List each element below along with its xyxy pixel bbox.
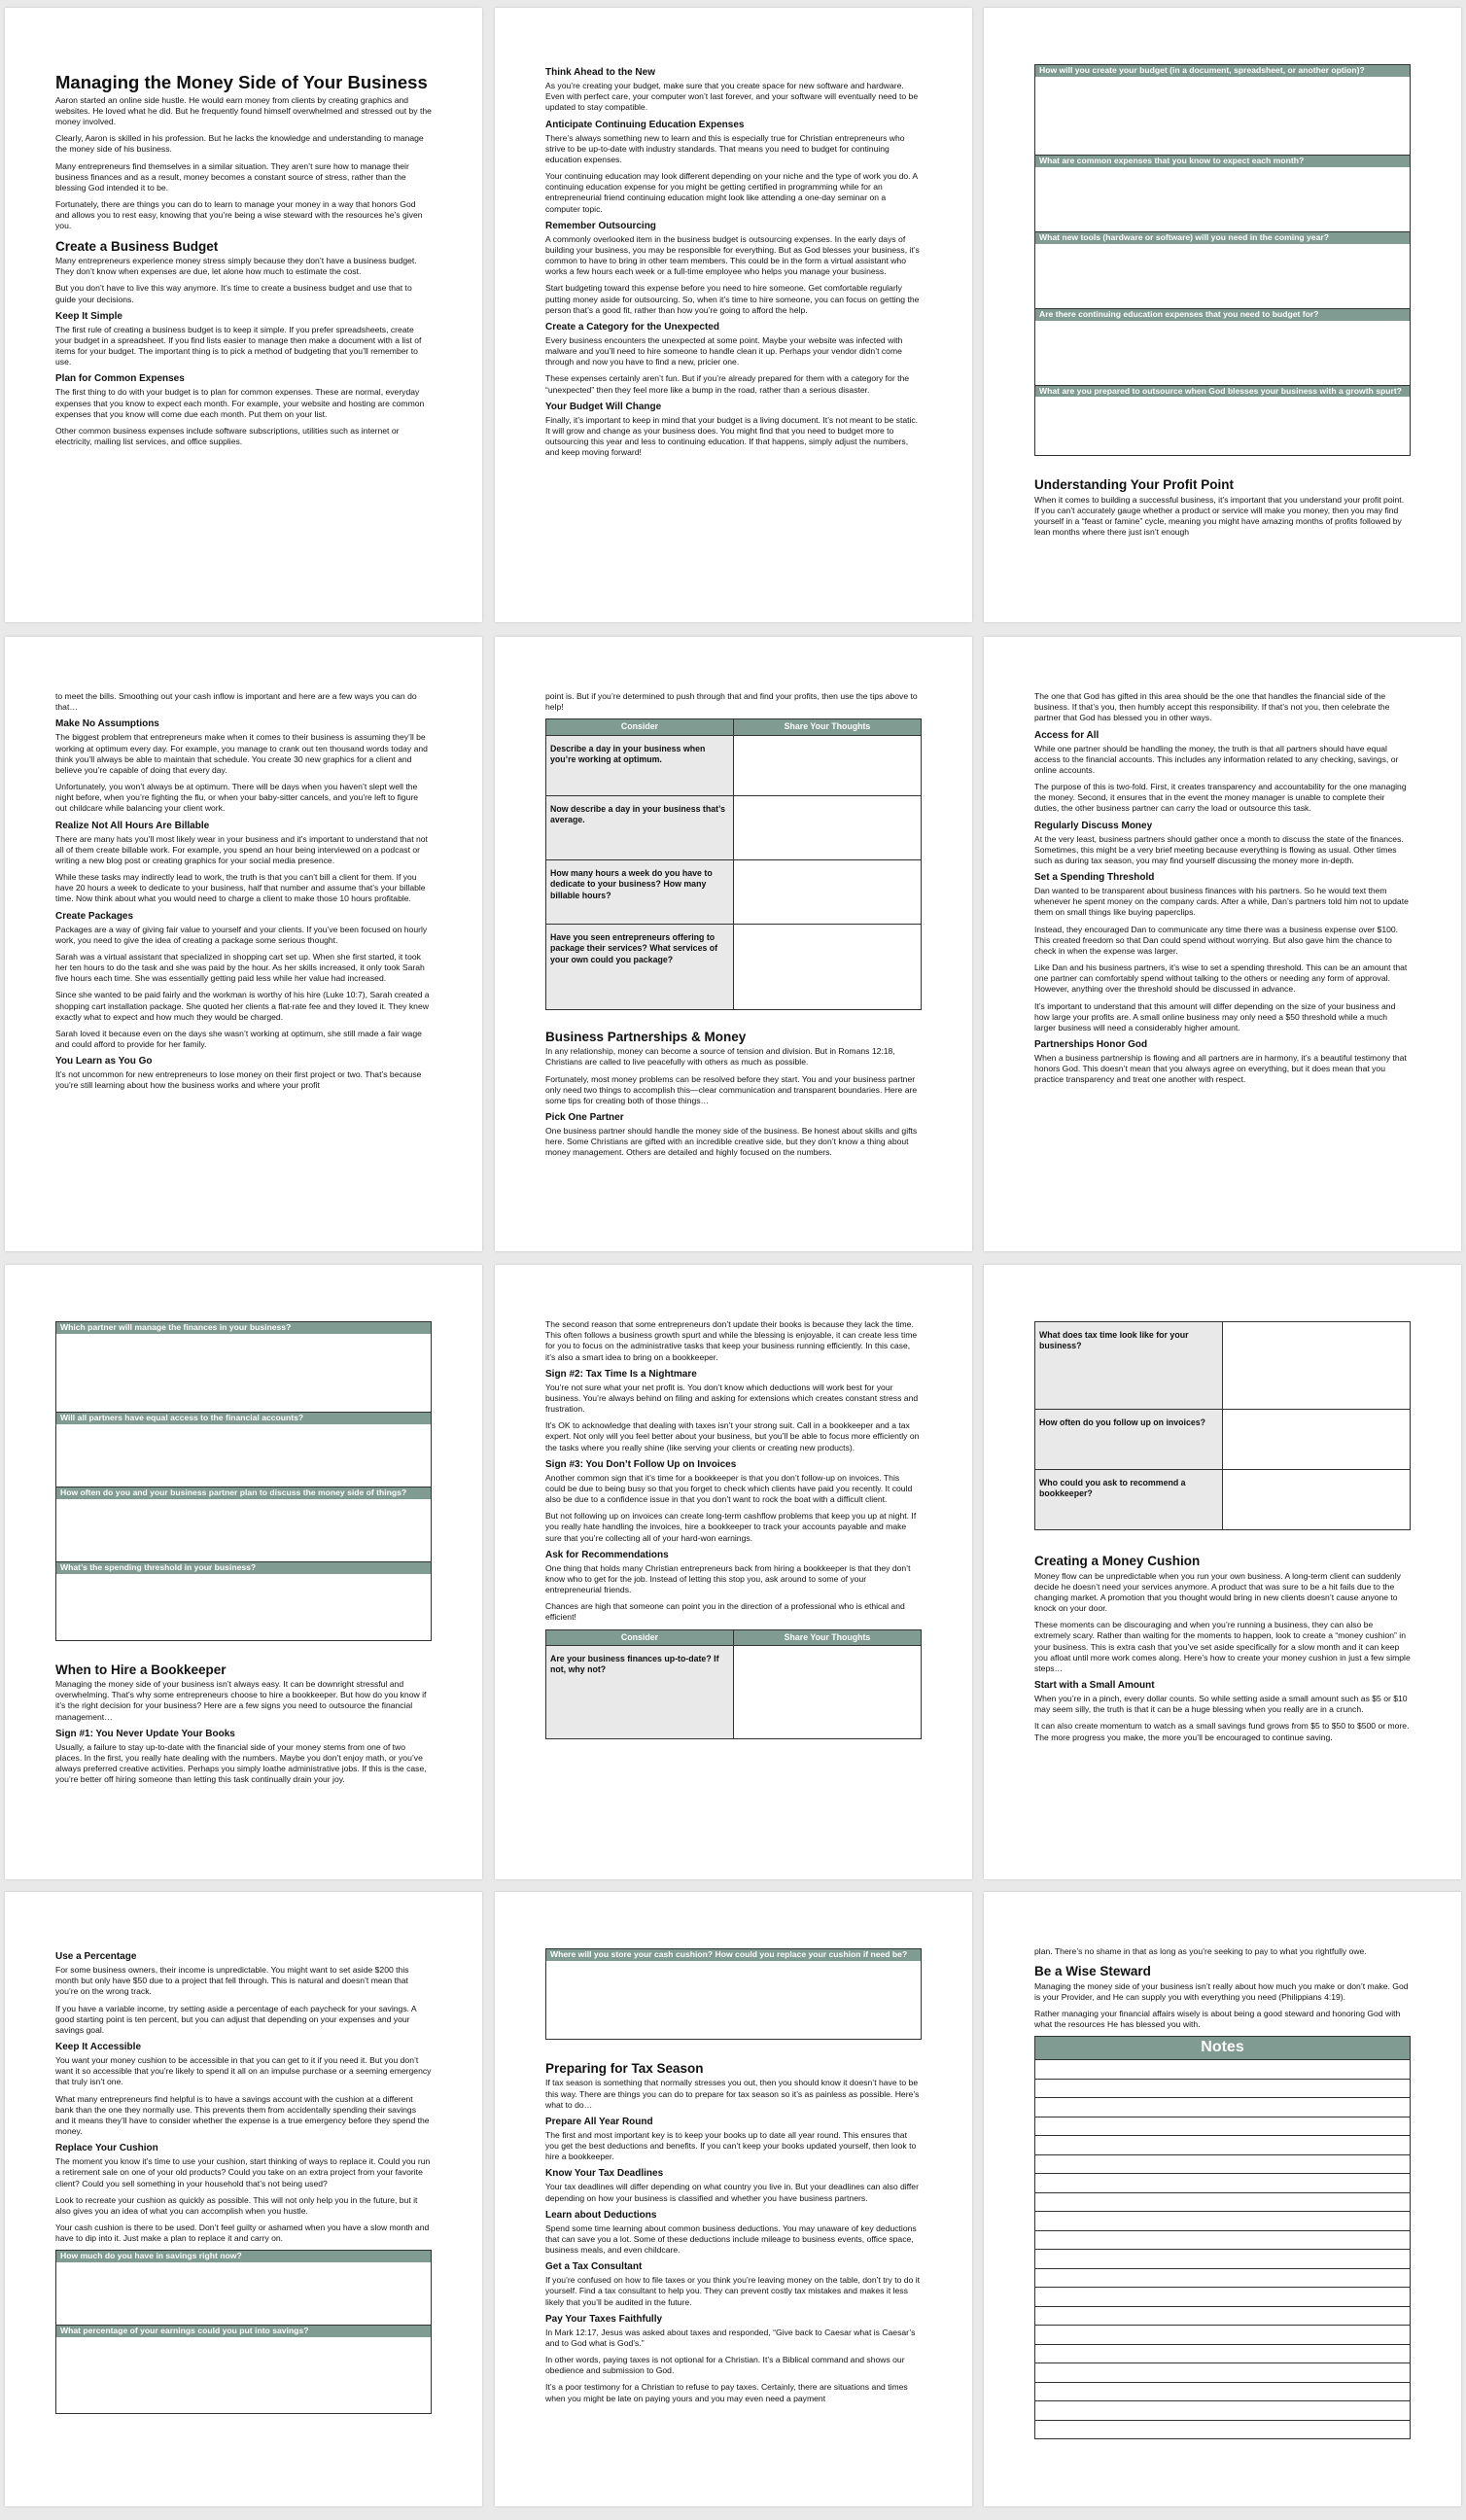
note-line[interactable] xyxy=(1035,2173,1410,2192)
note-line[interactable] xyxy=(1035,2059,1410,2079)
paragraph: One thing that holds many Christian entrepreneurs back from hiring a bookkeeper is that they don’t know who to get for the job. Instead of letting this stop you, ask around to some of your entrepreneurial friends. xyxy=(545,1562,911,1595)
paragraph: The biggest problem that entrepreneurs make when it comes to their business is assuming they’ll be working at optimum every day. For example, you manage to crank out ten thousand words today and think you’ll always be able to maintain that schedule. You create 30 new graphics for a client and believe you’re capable of doing that every day. xyxy=(55,732,428,775)
paragraph: When you’re in a pinch, every dollar counts. So while setting aside a small amount such as $5 or $10 may seem silly, the truth is that it can be a huge blessing when you really are in a crunch. xyxy=(1034,1694,1408,1715)
paragraph: When a business partnership is flowing and all partners are in harmony, it’s a beautiful testimony that honors God. This doesn’t mean that you always agree on everything, but it does mean that you practice transparency and treat one another with respect. xyxy=(1034,1053,1407,1085)
paragraph: If tax season is something that normally stresses you out, then you should know it doesn’t have to be this way. There are things you can do to prepare for tax season so it’s as painless as possible. Here’s what to do… xyxy=(545,2078,920,2110)
table-header: Share Your Thoughts xyxy=(734,1629,922,1645)
paragraph: Unfortunately, you won’t always be at optimum. There will be days when you haven’t slept well the night before, when you’re fighting the flu, or when your baby-sitter cancels, and you’re left to figure out childcare while balancing your client work. xyxy=(55,782,419,814)
page-6 xyxy=(984,637,1461,1251)
paragraph: Your continuing education may look different depending on your niche and the type of work you do. A continuing education expense for you might be getting certified in programming while for an entrepreneurial friend continuing education might look like attending a one-day seminar on a computer topic. xyxy=(545,171,918,214)
subheading: Make No Assumptions xyxy=(55,718,159,730)
paragraph: It’s not uncommon for new entrepreneurs to lose money on their first project or two. That’s because you’re still learning about how the business works and where your profit xyxy=(55,1069,422,1091)
subheading: You Learn as You Go xyxy=(55,1056,153,1068)
paragraph: Finally, it’s important to keep in mind that your budget is a living document. It’s not meant to be static. It will grow and change as your business does. You might find that you need to budget more to outsourcing this year and less to continuing education. If that happens, simply adjust the numbers, and keep moving forward! xyxy=(545,414,919,458)
paragraph: Look to recreate your cushion as quickly as possible. This will not only help you in the future, but it also gives you an idea of what you can accomplish when you hustle. xyxy=(55,2194,418,2216)
subheading: Access for All xyxy=(1034,729,1100,741)
paragraph: The purpose of this is two-fold. First, it creates transparency and accountability for the one managing the money. Second, it ensures that in the event the money manager is unable to complete their duties, the other business partner can carry the load or outsource this task. xyxy=(1034,782,1407,814)
paragraph: There’s always something new to learn and this is especially true for Christian entrepreneurs who strive to be up-to-date with industry standards. That means you need to budget for continuing education expenses. xyxy=(545,132,905,164)
paragraph: Many entrepreneurs find themselves in a similar situation. They aren’t sure how to manage their business finances and as a result, money becomes a constant source of stress, rather than the blessing God intended it to be. xyxy=(55,160,409,192)
subheading: Plan for Common Expenses xyxy=(55,373,185,385)
section-heading: Create a Business Budget xyxy=(55,238,219,254)
question-header: What are you prepared to outsource when God blesses your business with a growth spurt? xyxy=(1035,385,1410,398)
paragraph: A commonly overlooked item in the business budget is outsourcing expenses. In the early days of building your business, you may be responsible for everything. But as God blesses your business, it’s common to have to bring in other team members. This could be in the form a virtual assistant who works a few hours each week or a full-time employee who helps you manage your business. xyxy=(545,233,920,277)
paragraph: For some business owners, their income is unpredictable. You might want to set aside $200 this month but only have $50 due to a project that fell through. This is natural and doesn’t mean that you’re on the wrong track. xyxy=(55,1965,409,1997)
paragraph: As you’re creating your budget, make sure that you create space for new software and hardware. Even with perfect care, your computer won’t last forever, and your software will eventually need to be updated to stay compatible. xyxy=(545,81,919,113)
note-line[interactable] xyxy=(1035,2117,1410,2136)
paragraph: Your tax deadlines will differ depending on what country you live in. But your deadlines can also differ depending on how your business is classified and whether you have business partners. xyxy=(545,2182,919,2203)
paragraph: These expenses certainly aren’t fun. But if you’re already prepared for them with a category for the “unexpected” then they feel more like a bump in the road, rather than a serious disaster. xyxy=(545,373,910,395)
subheading: Create Packages xyxy=(55,910,134,922)
consider-table xyxy=(545,1629,922,1739)
page-7 xyxy=(5,1265,482,1879)
question-header: How much do you have in savings right now? xyxy=(56,2251,431,2262)
subheading: Ask for Recommendations xyxy=(545,1549,669,1560)
page-8 xyxy=(495,1265,972,1879)
paragraph: While these tasks may indirectly lead to work, the truth is that you can’t bill a client for them. If you have 20 hours a week to dedicate to your business, half that number and assume that’s your billable time. Now think about what you would need to charge a client to make those 10 hours profitable. xyxy=(55,872,426,904)
note-line[interactable] xyxy=(1035,2097,1410,2117)
paragraph: Usually, a failure to stay up-to-date with the financial side of your money stems from one of two places. In the first, you really hate dealing with the numbers. Maybe you don’t enjoy math, or you’ve always preferred creative activities. Perhaps you simply loathe administrative jobs. If this is the case, you’re better off hiring someone than letting this task continually drain your joy. xyxy=(55,1741,427,1785)
question-header: How will you create your budget (in a document, spreadsheet, or another option)? xyxy=(1035,65,1410,77)
table-question: Have you seen entrepreneurs offering to package their services? What services of your own could you package? xyxy=(546,924,734,1009)
table-header: Consider xyxy=(546,719,734,735)
paragraph: Many entrepreneurs experience money stress simply because they don’t have a business budget. They don’t know when expenses are due, let alone how much to estimate the cost. xyxy=(55,256,417,277)
paragraph: Fortunately, most money problems can be resolved before they start. You and your business partner only need two things to accomplish this—clear communication and transparent boundaries. Here are some tips for creating both of those things… xyxy=(545,1073,918,1105)
table-question: Are your business finances up-to-date? If not, why not? xyxy=(546,1646,734,1739)
subheading: Remember Outsourcing xyxy=(545,220,656,231)
subheading: Pick One Partner xyxy=(545,1112,624,1124)
table-question: Now describe a day in your business that’s average. xyxy=(546,795,734,859)
subheading: Create a Category for the Unexpected xyxy=(545,321,719,332)
question-header: What’s the spending threshold in your business? xyxy=(56,1561,431,1574)
note-line[interactable] xyxy=(1035,2079,1410,2098)
subheading: Keep It Accessible xyxy=(55,2042,142,2053)
table-question: What does tax time look like for your business? xyxy=(1035,1322,1223,1410)
subheading: Think Ahead to the New xyxy=(545,67,655,78)
subheading: Pay Your Taxes Faithfully xyxy=(545,2313,663,2325)
paragraph: Managing the money side of your business isn’t really about how much you make or don’t make. God is your Provider, and He can supply you with everything you need (Philippians 4:19). xyxy=(1034,1980,1409,2002)
subheading: Sign #3: You Don’t Follow Up on Invoices xyxy=(545,1458,737,1470)
paragraph: It’s a poor testimony for a Christian to refuse to pay taxes. Certainly, there are situations and times when you might be late on paying yours and you may even need a payment xyxy=(545,2382,908,2403)
subheading: Anticipate Continuing Education Expenses xyxy=(545,119,745,130)
answer-area[interactable] xyxy=(56,1574,431,1640)
paragraph: At the very least, business partners should gather once a month to discuss the state of the finances. Sometimes, this might be a very brief meeting because everything is flowing as usual. Other times such as during tax season, you may find yourself discussing the money more in-depth. xyxy=(1034,833,1404,865)
paragraph: You want your money cushion to be accessible in that you can get to it if you need it. But you don’t want it so accessible that you’re likely to spend it all on an impulse purchase or a seeming emergency that truly isn’t one. xyxy=(55,2055,432,2087)
page-5 xyxy=(495,637,972,1251)
note-line[interactable] xyxy=(1035,2400,1410,2420)
page-4 xyxy=(5,637,482,1251)
answer-cell[interactable] xyxy=(734,859,922,924)
paragraph: plan. There’s no shame in that as long as you’re seeking to pay to what you rightfully owe. xyxy=(1034,1946,1367,1956)
answer-cell[interactable] xyxy=(734,735,922,795)
answer-area[interactable] xyxy=(546,1961,921,2039)
page-9 xyxy=(984,1265,1461,1879)
page-2 xyxy=(495,8,972,622)
paragraph: Clearly, Aaron is skilled in his profession. But he lacks the knowledge and understanding to manage the money side of his business. xyxy=(55,133,424,155)
paragraph: It can also create momentum to watch as a small savings fund grows from $5 to $50 to $500 or more. The more progress you make, the more you’ll be encouraged to continue saving. xyxy=(1034,1721,1410,1742)
paragraph: The one that God has gifted in this area should be the one that handles the financial side of the business. If that’s you, then humbly accept this responsibility. If that’s not you, then celebrate the partner that God has blessed you in other ways. xyxy=(1034,691,1390,723)
paragraph: But you don’t have to live this way anymore. It’s time to create a business budget and use that to guide your decisions. xyxy=(55,283,412,304)
section-heading: When to Hire a Bookkeeper xyxy=(55,1662,227,1677)
note-line[interactable] xyxy=(1035,2192,1410,2212)
note-line[interactable] xyxy=(1035,2230,1410,2250)
page-11 xyxy=(495,1892,972,2506)
paragraph: If you’re confused on how to file taxes or you think you’re leaving money on the table, don’t try to do it yourself. Find a tax consultant to help you. They can prevent costly tax mistakes and makes it less likely that you’ll be audited in the future. xyxy=(545,2275,921,2307)
paragraph: Sarah loved it because even on the days she wasn’t working at optimum, she still made a fair wage and could afford to provide for her family. xyxy=(55,1028,422,1050)
note-line[interactable] xyxy=(1035,2325,1410,2344)
question-header: Will all partners have equal access to the financial accounts? xyxy=(56,1412,431,1424)
paragraph: Sarah was a virtual assistant that specialized in shopping cart set up. When she first started, it took her ten hours to do the task and she was paid by the hour. As her skills increased, it only took Sarah five hours each time. She was essentially getting paid less while her value had increased. xyxy=(55,951,425,984)
paragraph: But not following up on invoices can create long-term cashflow problems that keep you up at night. If you really hate handling the invoices, hire a bookkeeper to track your accounts payable and make sure that you’re collecting all of your hard-won earnings. xyxy=(545,1511,917,1543)
answer-area[interactable] xyxy=(1035,397,1410,455)
note-line[interactable] xyxy=(1035,2135,1410,2154)
paragraph: to meet the bills. Smoothing out your cash inflow is important and here are a few ways you can do that… xyxy=(55,691,417,713)
answer-cell[interactable] xyxy=(1223,1470,1411,1530)
paragraph: Managing the money side of your business isn’t always easy. It can be downright stressful and overwhelming. That’s why some entrepreneurs choose to hire a bookkeeper. But how do you know if it’s the right decision for your business? Here are a few signs you need to outsource the financial management… xyxy=(55,1679,427,1722)
question-header: What new tools (hardware or software) will you need in the coming year? xyxy=(1035,231,1410,244)
paragraph: If you have a variable income, try setting aside a percentage of each paycheck for your savings. A good starting point is ten percent, but you can adjust that depending on your expenses and your savings goal. xyxy=(55,2003,417,2035)
note-line[interactable] xyxy=(1035,2287,1410,2306)
paragraph: In any relationship, money can become a source of tension and division. But in Romans 12:18, Christians are called to live peacefully with others as much as possible. xyxy=(545,1046,895,1068)
paragraph: The first thing to do with your budget is to plan for common expenses. These are normal, everyday expenses that you know to expect each month. For example, your website and hosting are common expenses that you know will come due each month. Put them on your list. xyxy=(55,387,425,419)
table-header: Consider xyxy=(546,1629,734,1645)
question-header: What are common expenses that you know to expect each month? xyxy=(1035,155,1410,167)
paragraph: Your cash cushion is there to be used. Don’t feel guilty or ashamed when you have a slow month and have to dip into it. Just make a plan to replace it and carry on. xyxy=(55,2222,430,2244)
answer-area[interactable] xyxy=(56,2262,431,2325)
question-header: How often do you and your business partner plan to discuss the money side of things? xyxy=(56,1487,431,1499)
page-1 xyxy=(5,8,482,622)
note-line[interactable] xyxy=(1035,2249,1410,2268)
note-line[interactable] xyxy=(1035,2268,1410,2288)
paragraph: Fortunately, there are things you can do to learn to manage your money in a way that honors God and allows you to rest easy, knowing that you’re being a wise steward with the resources he’s given you. xyxy=(55,199,423,231)
page-10 xyxy=(5,1892,482,2506)
answer-area[interactable] xyxy=(1035,321,1410,385)
paragraph: One business partner should handle the money side of the business. Be honest about skills and gifts here. Some Christians are gifted with an incredible creative side, but they don’t know a thing about money management. Others are detailed and highly focused on the numbers. xyxy=(545,1126,918,1158)
paragraph: Instead, they encouraged Dan to communicate any time there was a business expense over $100. This created freedom so that Dan could spend without worrying. But also gave him the chance to check in when the expense was larger. xyxy=(1034,924,1399,956)
page-3 xyxy=(984,8,1461,622)
paragraph: You’re not sure what your net profit is. You don’t know which deductions will work best for your business. You’re always behind on filing and asking for extensions which creates constant stress and frustration. xyxy=(545,1382,919,1415)
paragraph: The first rule of creating a business budget is to keep it simple. If you prefer spreadsheets, create your budget in a spreadsheet. If you find lists easier to manage then make a document with a list of items for your budget. The important thing is to pick a method of budgeting that you’ll remember to use. xyxy=(55,324,422,368)
paragraph: Another common sign that it’s time for a bookkeeper is that you don’t follow-up on invoices. This could be due to being busy so that you forget to check which clients have paid you recently. It could also be due to a confidence issue in that you don’t want to rock the boat with a difficult client. xyxy=(545,1472,913,1505)
note-line[interactable] xyxy=(1035,2382,1410,2401)
subheading: Know Your Tax Deadlines xyxy=(545,2168,664,2180)
paragraph: It’s important to understand that this amount will differ depending on the size of your business and how large your profits are. A small online business may only need a $50 threshold while a much larger business will need a considerably higher amount. xyxy=(1034,1000,1396,1032)
paragraph: When it comes to building a successful business, it’s important that you understand your profit point. If you can’t accurately gauge whether a product or service will make you money, then you may find yourself in a “feast or famine” cycle, meaning you might have amazing months of profits followed by lean months where there just isn’t enough xyxy=(1034,494,1405,538)
paragraph: It’s OK to acknowledge that dealing with taxes isn’t your strong suit. Call in a bookkeeper and a tax expert. Not only will you feel better about your business, but you’ll be able to focus more efficiently on the tasks where you really shine (like serving your clients or creating new products). xyxy=(545,1420,920,1452)
answer-area[interactable] xyxy=(56,1499,431,1561)
paragraph: Chances are high that someone can point you in the direction of a professional who is ethical and efficient! xyxy=(545,1601,905,1623)
paragraph: Start budgeting toward this expense before you need to hire someone. Get comfortable regularly putting money aside for outsourcing. So, when it’s time to hire someone, you can focus on getting the person that’s a good fit, rather than how you’re going to afford the help. xyxy=(545,283,920,315)
section-heading: Be a Wise Steward xyxy=(1034,1964,1151,1979)
paragraph: point is. But if you’re determined to push through that and find your profits, then use the tips above to help! xyxy=(545,691,918,713)
subheading: Regularly Discuss Money xyxy=(1034,820,1153,831)
subheading: Prepare All Year Round xyxy=(545,2116,653,2127)
paragraph: Rather managing your financial affairs wisely is about being a good steward and honoring God with what the resources He has blessed you with. xyxy=(1034,2009,1401,2030)
paragraph: Other common business expenses include software subscriptions, utilities such as internet or electricity, mailing list services, and office supplies. xyxy=(55,425,400,447)
paragraph: In other words, paying taxes is not optional for a Christian. It’s a Biblical command and shows our obedience and submission to God. xyxy=(545,2355,905,2376)
subheading: Start with a Small Amount xyxy=(1034,1680,1155,1692)
page-12 xyxy=(984,1892,1461,2506)
question-header: Are there continuing education expenses that you need to budget for? xyxy=(1035,308,1410,321)
subheading: Keep It Simple xyxy=(55,310,122,322)
answer-cell[interactable] xyxy=(734,795,922,859)
subheading: Learn about Deductions xyxy=(545,2209,657,2221)
subheading: Set a Spending Threshold xyxy=(1034,872,1155,884)
answer-area[interactable] xyxy=(1035,244,1410,308)
question-box xyxy=(545,1948,922,2040)
section-heading: Preparing for Tax Season xyxy=(545,2060,704,2076)
table-question: How often do you follow up on invoices? xyxy=(1035,1410,1223,1470)
subheading: Use a Percentage xyxy=(55,1951,137,1962)
paragraph: These moments can be discouraging and when you’re running a business, they can also be extremely scary. Rather than waiting for the moments to happen, look to create a “money cushion” in your business. This is extra cash that you’ve set aside specifically for a slow month and it can keep you afloat until more work comes along. Here’s how to create your money cushion in just a few simple steps… xyxy=(1034,1620,1411,1673)
section-heading: Creating a Money Cushion xyxy=(1034,1554,1201,1568)
answer-area[interactable] xyxy=(56,1424,431,1487)
table-question: Describe a day in your business when you’re working at optimum. xyxy=(546,735,734,795)
subheading: Get a Tax Consultant xyxy=(545,2261,643,2273)
subheading: Your Budget Will Change xyxy=(545,401,662,412)
subheading: Realize Not All Hours Are Billable xyxy=(55,820,210,831)
question-box xyxy=(55,2250,432,2414)
answer-cell[interactable] xyxy=(734,924,922,1009)
subheading: Sign #2: Tax Time Is a Nightmare xyxy=(545,1368,697,1380)
paragraph: Since she wanted to be paid fairly and the workman is worthy of his hire (Luke 10:7), Sarah created a shopping cart installation package. She quoted her clients a flat-rate fee and they loved it. They knew exactly what to expect and how much they would be charged. xyxy=(55,990,430,1022)
paragraph: Packages are a way of giving fair value to yourself and your clients. If you’ve been focused on hourly work, you need to give the idea of creating a package some serious thought. xyxy=(55,924,428,945)
answer-cell[interactable] xyxy=(734,1646,922,1739)
answer-cell[interactable] xyxy=(1223,1322,1411,1410)
subheading: Sign #1: You Never Update Your Books xyxy=(55,1728,235,1739)
notes-header: Notes xyxy=(1035,2037,1410,2059)
subheading: Partnerships Honor God xyxy=(1034,1039,1148,1051)
table-question: Who could you ask to recommend a bookkeeper? xyxy=(1035,1470,1223,1530)
answer-cell[interactable] xyxy=(1223,1410,1411,1470)
question-header: What percentage of your earnings could you put into savings? xyxy=(56,2325,431,2337)
doc-title: Managing the Money Side of Your Business xyxy=(55,72,428,92)
note-line[interactable] xyxy=(1035,2306,1410,2326)
note-line[interactable] xyxy=(1035,2154,1410,2174)
note-line[interactable] xyxy=(1035,2420,1410,2439)
paragraph: Money flow can be unpredictable when you run your own business. A long-term client can suddenly decide he doesn’t need your services anymore. A product that was sure to be a hit fails due to the changing market. A promotion that you thought would bring in new clients doesn’t cause anyone to knock on your door. xyxy=(1034,1570,1401,1614)
table-question: How many hours a week do you have to dedicate to your business? How many billable hours? xyxy=(546,859,734,924)
answer-area[interactable] xyxy=(56,1334,431,1412)
paragraph: The first and most important key is to keep your books up to date all year round. This ensures that you get the best deductions and benefits. If you can’t keep your books updated yourself, then look to hire a bookkeeper. xyxy=(545,2129,917,2162)
answer-area[interactable] xyxy=(1035,77,1410,155)
paragraph: What many entrepreneurs find helpful is to have a savings account with the cushion at a different bank than the one they normally use. This prevents them from accidentally spending their savings and it means they’ll have to consider whether the expense is a true emergency before they spend the money. xyxy=(55,2093,430,2137)
paragraph: The second reason that some entrepreneurs don’t update their books is because they lack the time. This often follows a business growth spurt and while the blessing is enjoyable, it can create less time for you to focus on the administrative tasks that keep your business running efficiently. In this case, it’s also a smart idea to bring on a bookkeeper. xyxy=(545,1319,918,1362)
paragraph: Every business encounters the unexpected at some point. Maybe your website was infected with malware and you’ll need to hire someone to handle clean it up. Perhaps your vendor didn’t come through and now you have to find a new, pricier one. xyxy=(545,334,903,368)
paragraph: The moment you know it’s time to use your cushion, start thinking of ways to replace it. Could you run a retirement sale on one of your old products? Could you take on an extra project from your favorite client? Could you sell something in your household that’s not being used? xyxy=(55,2156,431,2188)
table-header: Share Your Thoughts xyxy=(734,719,922,735)
consider-table xyxy=(545,718,922,1009)
paragraph: While one partner should be handling the money, the truth is that all partners should have equal access to the financial accounts. This includes any information related to any checking, savings, or online accounts. xyxy=(1034,743,1399,775)
paragraph: There are many hats you’ll most likely wear in your business and it’s important to understand that not all of them create billable work. For example, you spend an hour being interviewed on a podcast or writing a new blog post or creating graphics for your social media presence. xyxy=(55,833,428,865)
note-line[interactable] xyxy=(1035,2344,1410,2363)
question-header: Which partner will manage the finances in your business? xyxy=(56,1322,431,1334)
subheading: Replace Your Cushion xyxy=(55,2143,158,2154)
note-line[interactable] xyxy=(1035,2211,1410,2230)
answer-area[interactable] xyxy=(56,2337,431,2413)
paragraph: Spend some time learning about common business deductions. You may unaware of key deductions that can save you a lot. Some of these deductions include mileage to business events, office space, business meals, and even childcare. xyxy=(545,2222,917,2256)
question-header: Where will you store your cash cushion? How could you replace your cushion if need be? xyxy=(546,1949,921,1961)
section-heading: Business Partnerships & Money xyxy=(545,1029,747,1044)
notes-box xyxy=(1034,2036,1411,2439)
paragraph: Aaron started an online side hustle. He would earn money from clients by creating graphics and websites. He loved what he did. But he frequently found himself overwhelmed and stressed out by the money involved. xyxy=(55,94,432,126)
answer-area[interactable] xyxy=(1035,167,1410,231)
paragraph: In Mark 12:17, Jesus was asked about taxes and responded, “Give back to Caesar what is Caesar’s and to God what is God’s.” xyxy=(545,2327,916,2348)
section-heading: Understanding Your Profit Point xyxy=(1034,477,1234,493)
question-table xyxy=(1034,1321,1411,1530)
question-box xyxy=(55,1321,432,1641)
question-box xyxy=(1034,64,1411,456)
note-line[interactable] xyxy=(1035,2362,1410,2382)
paragraph: Like Dan and his business partners, it’s wise to set a spending threshold. This can be an amount that one partner can comfortably spend without talking to the others or needing any form of approval. However, anything over the threshold should be discussed in advance. xyxy=(1034,962,1408,995)
paragraph: Dan wanted to be transparent about business finances with his partners. So he would text them whenever he spent money on the company cards. After a while, Dan’s partners told him not to update them on small things like buying paperclips. xyxy=(1034,886,1409,918)
